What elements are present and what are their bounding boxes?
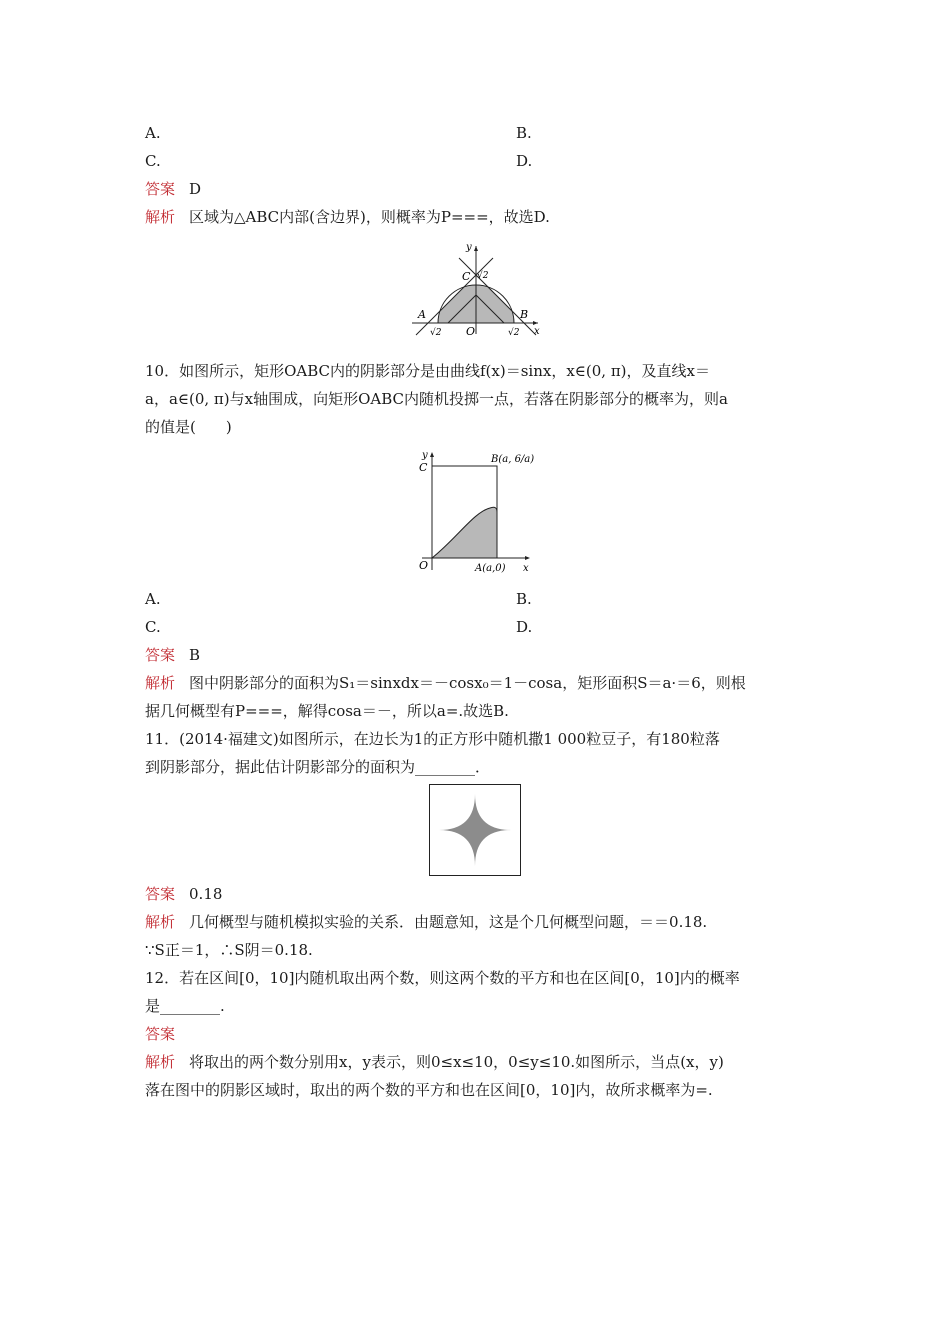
fig-label-sqrt2-right: √2 bbox=[508, 328, 520, 338]
analysis-label: 解析 bbox=[145, 1053, 176, 1071]
q9-option-b: B. bbox=[516, 124, 532, 142]
answer-label: 答案 bbox=[145, 180, 176, 198]
q11-analysis-line1 bbox=[145, 912, 707, 932]
answer-value: 0.18 bbox=[189, 885, 223, 903]
q11-analysis-line2: ∵S正＝1，∴S阴＝0.18. bbox=[145, 941, 313, 959]
q9-option-d: D. bbox=[516, 152, 533, 170]
fig-label-o: O bbox=[419, 559, 429, 572]
analysis-text: 几何概型与随机模拟实验的关系．由题意知，这是个几何概型问题，＝＝0.18. bbox=[189, 913, 708, 931]
fig-label-sqrt2-left: √2 bbox=[430, 328, 442, 338]
analysis-label: 解析 bbox=[145, 208, 176, 226]
q12-answer bbox=[145, 1024, 189, 1044]
q9-figure bbox=[408, 238, 544, 338]
q10-option-a: A. bbox=[145, 590, 161, 608]
q9-option-c: C. bbox=[145, 152, 161, 170]
q9-analysis bbox=[145, 207, 550, 227]
fig-label-a: A(a,0) bbox=[475, 563, 506, 574]
answer-value: B bbox=[189, 646, 201, 664]
answer-label: 答案 bbox=[145, 885, 176, 903]
answer-label: 答案 bbox=[145, 1025, 176, 1043]
fig-label-y: y bbox=[422, 450, 428, 461]
analysis-text: 图中阴影部分的面积为S₁＝sinxdx＝－cosx₀＝1－cosa，矩形面积S＝a·＝6，则根 bbox=[189, 674, 746, 692]
fig-label-b: B bbox=[520, 308, 529, 321]
fig-label-c: C bbox=[462, 270, 471, 283]
fig-label-sqrt2-top: √2 bbox=[477, 271, 489, 281]
analysis-label: 解析 bbox=[145, 913, 176, 931]
fig-label-y: y bbox=[466, 242, 472, 253]
q10-answer bbox=[145, 645, 200, 665]
analysis-text: 区域为△ABC内部(含边界)，则概率为P===，故选D. bbox=[189, 208, 550, 226]
q11-figure bbox=[429, 784, 521, 876]
q10-option-d: D. bbox=[516, 618, 533, 636]
fig-label-a: A bbox=[418, 308, 426, 321]
fig-label-b: B(a, 6/a) bbox=[491, 454, 534, 465]
answer-label: 答案 bbox=[145, 646, 176, 664]
q10-analysis-line1 bbox=[145, 673, 746, 693]
q10-option-c: C. bbox=[145, 618, 161, 636]
q10-analysis-line2: 据几何概型有P===，解得cosa＝－，所以a=.故选B. bbox=[145, 702, 509, 720]
q10-line2: a，a∈(0, π)与x轴围成，向矩形OABC内随机投掷一点，若落在阴影部分的概率为，则a bbox=[145, 390, 728, 408]
fig-label-c: C bbox=[419, 461, 428, 474]
q10-line3: 的值是( ) bbox=[145, 418, 232, 436]
q12-line2: 是________. bbox=[145, 997, 225, 1015]
q11-line2: 到阴影部分，据此估计阴影部分的面积为________． bbox=[145, 758, 491, 776]
q11-answer bbox=[145, 884, 222, 904]
q12-analysis-line1 bbox=[145, 1052, 724, 1072]
q9-option-a: A. bbox=[145, 124, 161, 142]
fig-label-x: x bbox=[523, 563, 529, 574]
fig-label-o: O bbox=[466, 325, 476, 338]
answer-value: D bbox=[189, 180, 202, 198]
fig-label-x: x bbox=[534, 326, 540, 337]
q9-answer bbox=[145, 179, 201, 199]
q10-figure bbox=[412, 440, 534, 576]
q12-analysis-line2: 落在图中的阴影区域时，取出的两个数的平方和也在区间[0，10]内，故所求概率为=. bbox=[145, 1081, 713, 1099]
q12-line1: 12．若在区间[0，10]内随机取出两个数，则这两个数的平方和也在区间[0，10]内的概率 bbox=[145, 969, 740, 987]
q11-line1: 11．(2014·福建文)如图所示，在边长为1的正方形中随机撒1 000粒豆子，有180粒落 bbox=[145, 730, 720, 748]
q10-option-b: B. bbox=[516, 590, 532, 608]
analysis-text: 将取出的两个数分别用x，y表示，则0≤x≤10，0≤y≤10.如图所示，当点(x，y) bbox=[189, 1053, 724, 1071]
q10-line1: 10．如图所示，矩形OABC内的阴影部分是由曲线f(x)＝sinx，x∈(0, π)，及直线x＝ bbox=[145, 362, 710, 380]
analysis-label: 解析 bbox=[145, 674, 176, 692]
